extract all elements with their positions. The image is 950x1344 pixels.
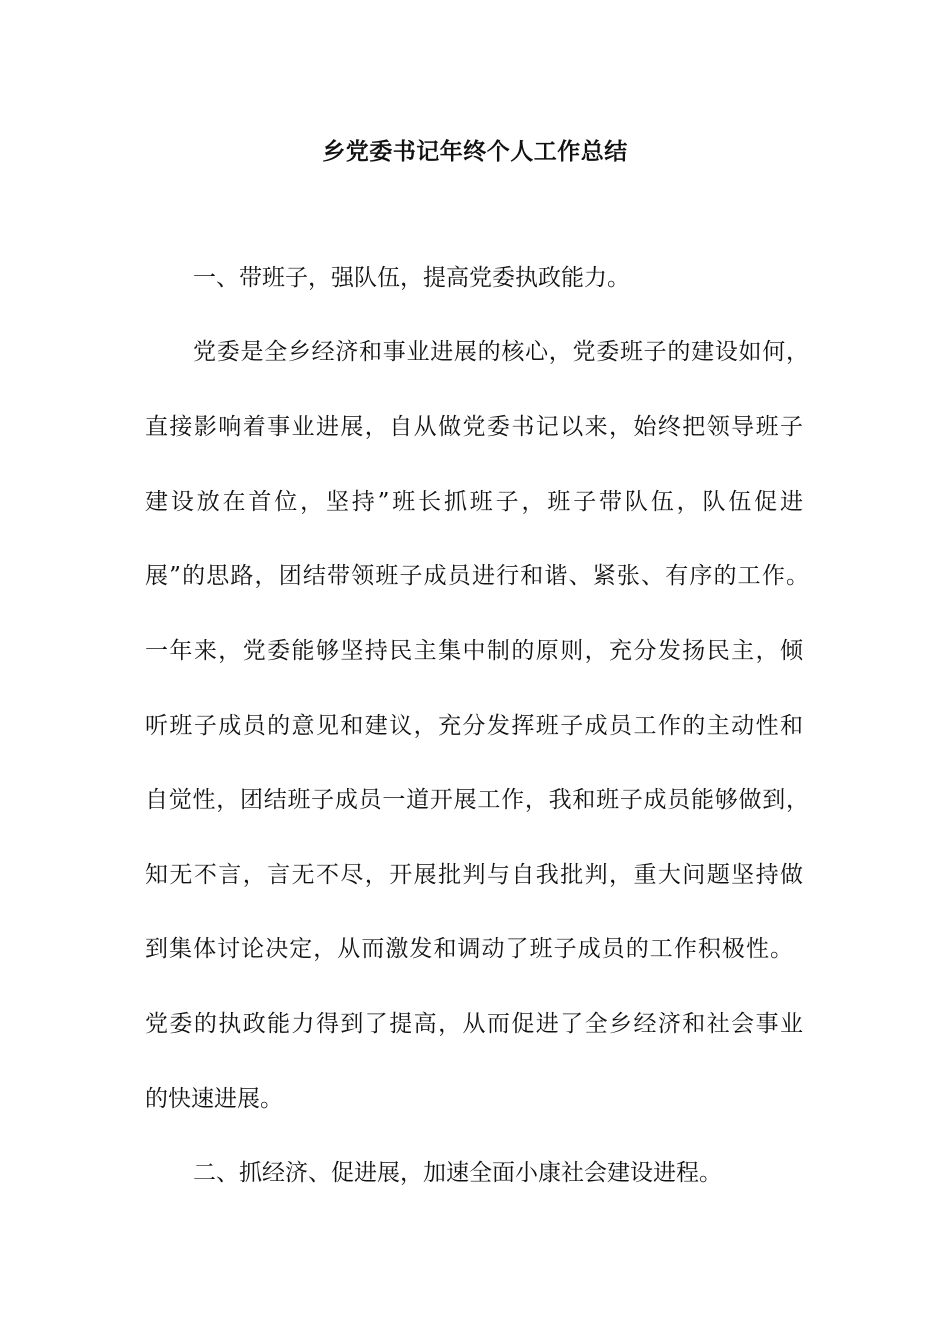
paragraph-line: 直接影响着事业进展，自从做党委书记以来，始终把领导班子 bbox=[145, 414, 803, 440]
paragraph-line: 到集体讨论决定，从而激发和调动了班子成员的工作积极性。 bbox=[145, 936, 793, 962]
document-title: 乡党委书记年终个人工作总结 bbox=[322, 138, 628, 165]
paragraph-line: 党委的执政能力得到了提高，从而促进了全乡经济和社会事业 bbox=[145, 1011, 803, 1037]
paragraph-line: 展”的思路，团结带领班子成员进行和谐、紧张、有序的工作。 bbox=[145, 563, 809, 589]
paragraph-line: 党委是全乡经济和事业进展的核心，党委班子的建设如何， bbox=[193, 339, 809, 365]
paragraph-line: 自觉性，团结班子成员一道开展工作，我和班子成员能够做到， bbox=[145, 787, 809, 813]
paragraph-line: 的快速进展。 bbox=[145, 1086, 283, 1112]
paragraph-line: 知无不言，言无不尽，开展批判与自我批判，重大问题坚持做 bbox=[145, 862, 803, 888]
paragraph-line: 一年来，党委能够坚持民主集中制的原则，充分发扬民主，倾 bbox=[145, 638, 803, 664]
paragraph-line: 听班子成员的意见和建议，充分发挥班子成员工作的主动性和 bbox=[145, 713, 803, 739]
section-heading-2: 二、抓经济、促进展，加速全面小康社会建设进程。 bbox=[193, 1160, 722, 1186]
section-heading-1: 一、带班子，强队伍，提高党委执政能力。 bbox=[193, 265, 630, 291]
paragraph-line: 建设放在首位，坚持”班长抓班子，班子带队伍，队伍促进 bbox=[145, 489, 803, 515]
